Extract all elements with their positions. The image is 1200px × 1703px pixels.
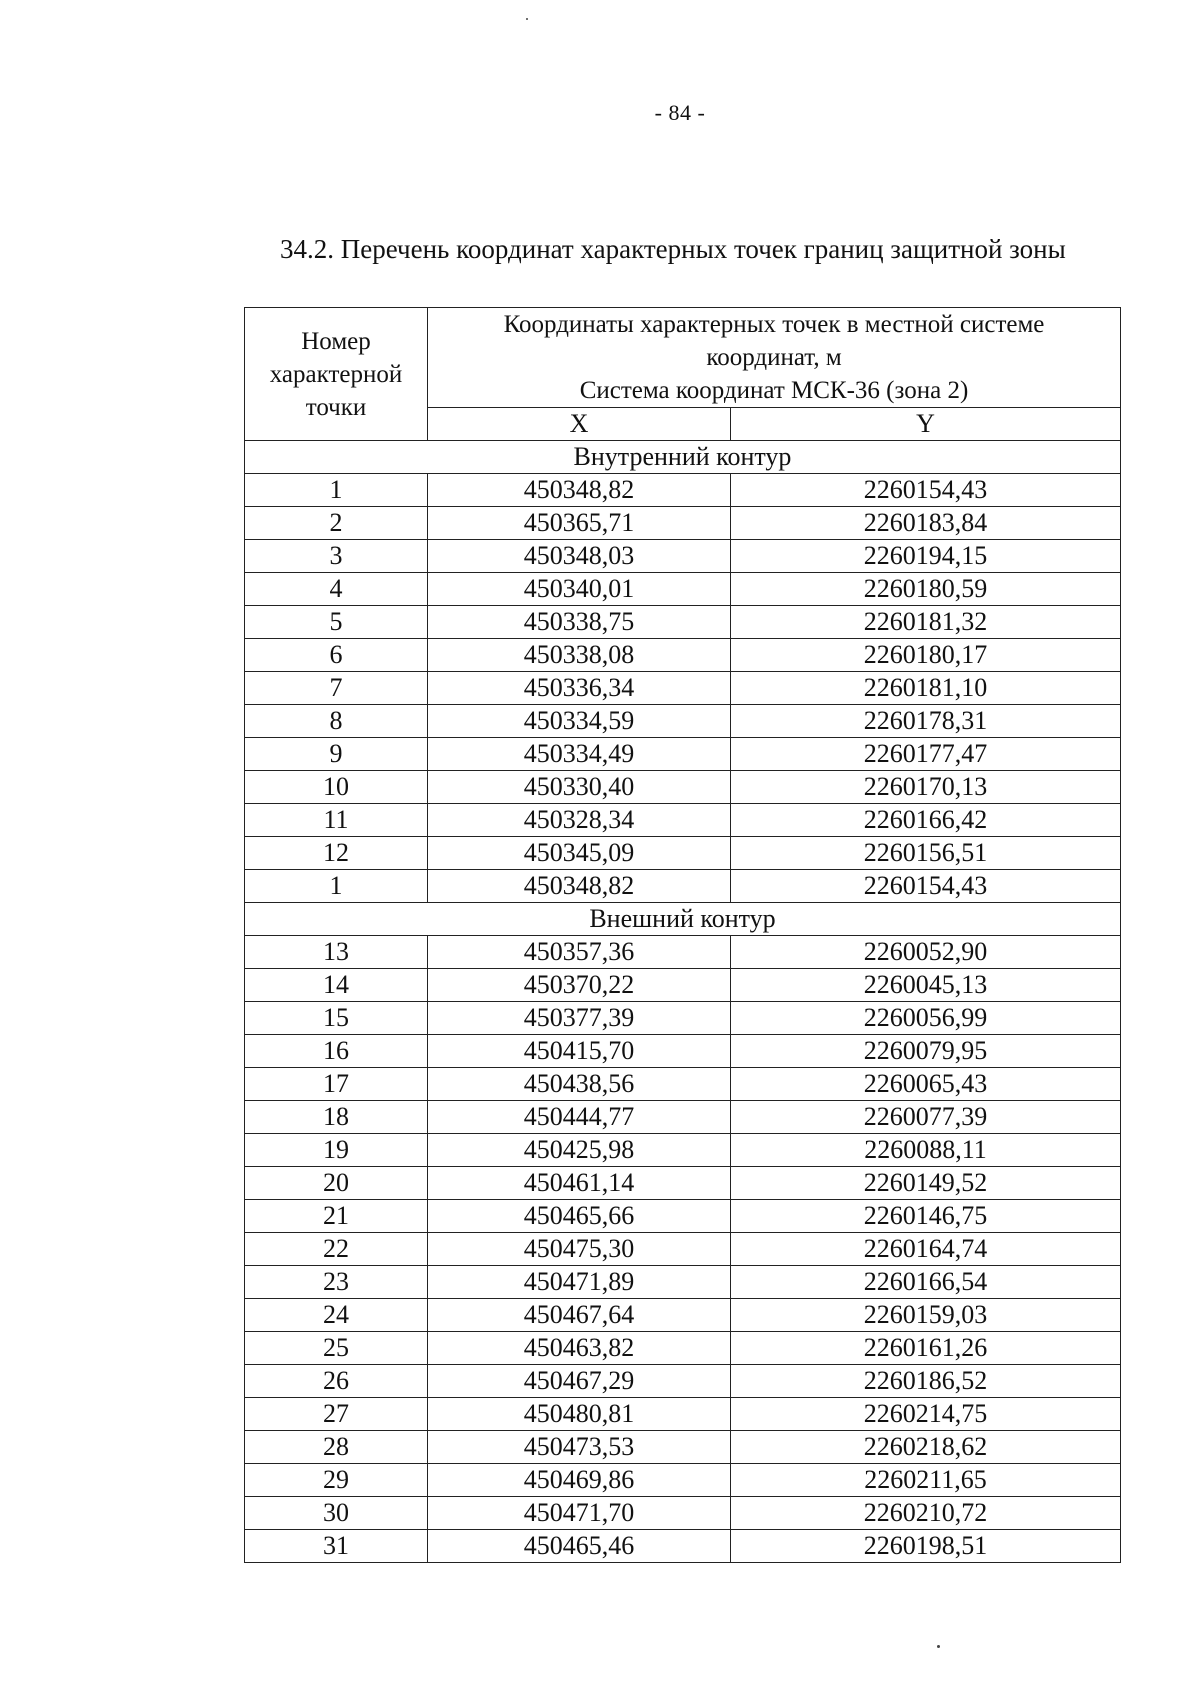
y-coordinate-cell: 2260186,52 bbox=[731, 1365, 1121, 1398]
y-coordinate-cell: 2260065,43 bbox=[731, 1068, 1121, 1101]
x-coordinate-cell: 450348,82 bbox=[428, 474, 731, 507]
y-coordinate-cell: 2260194,15 bbox=[731, 540, 1121, 573]
point-number-cell: 19 bbox=[245, 1134, 428, 1167]
point-number-cell: 16 bbox=[245, 1035, 428, 1068]
x-coordinate-cell: 450334,49 bbox=[428, 738, 731, 771]
table-row bbox=[245, 1134, 1121, 1167]
table-row bbox=[245, 606, 1121, 639]
table-row bbox=[245, 771, 1121, 804]
header-coordinates-line3: Система координат МСК-36 (зона 2) bbox=[579, 377, 969, 404]
table-row bbox=[245, 1332, 1121, 1365]
y-coordinate-cell: 2260156,51 bbox=[731, 837, 1121, 870]
section-title-cell: Внешний контур bbox=[245, 903, 1121, 936]
table-row bbox=[245, 1464, 1121, 1497]
table-row bbox=[245, 540, 1121, 573]
point-number-cell: 17 bbox=[245, 1068, 428, 1101]
y-coordinate-cell: 2260180,59 bbox=[731, 573, 1121, 606]
header-point-number: Номер характерной точки bbox=[245, 308, 428, 441]
table-row bbox=[245, 936, 1121, 969]
x-coordinate-cell: 450415,70 bbox=[428, 1035, 731, 1068]
point-number-cell: 1 bbox=[245, 870, 428, 903]
table-row bbox=[245, 1167, 1121, 1200]
x-coordinate-cell: 450348,03 bbox=[428, 540, 731, 573]
x-coordinate-cell: 450334,59 bbox=[428, 705, 731, 738]
x-coordinate-cell: 450461,14 bbox=[428, 1167, 731, 1200]
page-number: - 84 - bbox=[654, 100, 706, 125]
x-coordinate-cell: 450471,70 bbox=[428, 1497, 731, 1530]
table-row bbox=[245, 1002, 1121, 1035]
table-row bbox=[245, 1035, 1121, 1068]
point-number-cell: 12 bbox=[245, 837, 428, 870]
y-coordinate-cell: 2260178,31 bbox=[731, 705, 1121, 738]
point-number-cell: 26 bbox=[245, 1365, 428, 1398]
point-number-cell: 29 bbox=[245, 1464, 428, 1497]
coordinates-table bbox=[244, 307, 1121, 1563]
x-coordinate-cell: 450425,98 bbox=[428, 1134, 731, 1167]
point-number-cell: 7 bbox=[245, 672, 428, 705]
y-coordinate-cell: 2260159,03 bbox=[731, 1299, 1121, 1332]
header-col-y: Y bbox=[731, 408, 1121, 441]
point-number-cell: 23 bbox=[245, 1266, 428, 1299]
y-coordinate-cell: 2260177,47 bbox=[731, 738, 1121, 771]
table-header-row bbox=[245, 308, 1121, 408]
y-coordinate-cell: 2260183,84 bbox=[731, 507, 1121, 540]
y-coordinate-cell: 2260181,10 bbox=[731, 672, 1121, 705]
table-row bbox=[245, 507, 1121, 540]
point-number-cell: 2 bbox=[245, 507, 428, 540]
point-number-cell: 30 bbox=[245, 1497, 428, 1530]
y-coordinate-cell: 2260170,13 bbox=[731, 771, 1121, 804]
x-coordinate-cell: 450469,86 bbox=[428, 1464, 731, 1497]
y-coordinate-cell: 2260180,17 bbox=[731, 639, 1121, 672]
point-number-cell: 13 bbox=[245, 936, 428, 969]
table-row bbox=[245, 1398, 1121, 1431]
point-number-cell: 18 bbox=[245, 1101, 428, 1134]
point-number-cell: 1 bbox=[245, 474, 428, 507]
point-number-cell: 8 bbox=[245, 705, 428, 738]
y-coordinate-cell: 2260198,51 bbox=[731, 1530, 1121, 1563]
point-number-cell: 14 bbox=[245, 969, 428, 1002]
table-row bbox=[245, 1530, 1121, 1563]
point-number-cell: 28 bbox=[245, 1431, 428, 1464]
y-coordinate-cell: 2260146,75 bbox=[731, 1200, 1121, 1233]
y-coordinate-cell: 2260149,52 bbox=[731, 1167, 1121, 1200]
y-coordinate-cell: 2260210,72 bbox=[731, 1497, 1121, 1530]
x-coordinate-cell: 450338,08 bbox=[428, 639, 731, 672]
x-coordinate-cell: 450467,64 bbox=[428, 1299, 731, 1332]
y-coordinate-cell: 2260056,99 bbox=[731, 1002, 1121, 1035]
point-number-cell: 21 bbox=[245, 1200, 428, 1233]
point-number-cell: 25 bbox=[245, 1332, 428, 1365]
x-coordinate-cell: 450328,34 bbox=[428, 804, 731, 837]
point-number-cell: 31 bbox=[245, 1530, 428, 1563]
header-coordinates bbox=[428, 308, 1121, 408]
x-coordinate-cell: 450357,36 bbox=[428, 936, 731, 969]
x-coordinate-cell: 450444,77 bbox=[428, 1101, 731, 1134]
table-row bbox=[245, 1497, 1121, 1530]
point-number-cell: 6 bbox=[245, 639, 428, 672]
x-coordinate-cell: 450365,71 bbox=[428, 507, 731, 540]
point-number-cell: 27 bbox=[245, 1398, 428, 1431]
y-coordinate-cell: 2260166,42 bbox=[731, 804, 1121, 837]
x-coordinate-cell: 450330,40 bbox=[428, 771, 731, 804]
point-number-cell: 4 bbox=[245, 573, 428, 606]
x-coordinate-cell: 450438,56 bbox=[428, 1068, 731, 1101]
section-title: 34.2. Перечень координат характерных точек границ защитной зоны bbox=[280, 234, 1066, 264]
x-coordinate-cell: 450480,81 bbox=[428, 1398, 731, 1431]
x-coordinate-cell: 450345,09 bbox=[428, 837, 731, 870]
x-coordinate-cell: 450336,34 bbox=[428, 672, 731, 705]
table-row bbox=[245, 1299, 1121, 1332]
y-coordinate-cell: 2260079,95 bbox=[731, 1035, 1121, 1068]
table-row bbox=[245, 639, 1121, 672]
point-number-cell: 20 bbox=[245, 1167, 428, 1200]
table-row bbox=[245, 1431, 1121, 1464]
point-number-cell: 3 bbox=[245, 540, 428, 573]
table-row bbox=[245, 474, 1121, 507]
x-coordinate-cell: 450473,53 bbox=[428, 1431, 731, 1464]
table-row bbox=[245, 705, 1121, 738]
x-coordinate-cell: 450463,82 bbox=[428, 1332, 731, 1365]
y-coordinate-cell: 2260052,90 bbox=[731, 936, 1121, 969]
point-number-cell: 10 bbox=[245, 771, 428, 804]
table-row bbox=[245, 1200, 1121, 1233]
section-header-row bbox=[245, 441, 1121, 474]
y-coordinate-cell: 2260181,32 bbox=[731, 606, 1121, 639]
section-title-cell: Внутренний контур bbox=[245, 441, 1121, 474]
table-row bbox=[245, 738, 1121, 771]
table-row bbox=[245, 804, 1121, 837]
x-coordinate-cell: 450377,39 bbox=[428, 1002, 731, 1035]
point-number-cell: 5 bbox=[245, 606, 428, 639]
y-coordinate-cell: 2260211,65 bbox=[731, 1464, 1121, 1497]
coordinates-table-body bbox=[245, 308, 1121, 1563]
header-coordinates-line1: Координаты характерных точек в местной системе bbox=[503, 311, 1045, 338]
table-row bbox=[245, 573, 1121, 606]
y-coordinate-cell: 2260088,11 bbox=[731, 1134, 1121, 1167]
table-row bbox=[245, 1101, 1121, 1134]
section-header-row bbox=[245, 903, 1121, 936]
point-number-cell: 24 bbox=[245, 1299, 428, 1332]
x-coordinate-cell: 450338,75 bbox=[428, 606, 731, 639]
table-row bbox=[245, 1266, 1121, 1299]
table-row bbox=[245, 1365, 1121, 1398]
x-coordinate-cell: 450475,30 bbox=[428, 1233, 731, 1266]
y-coordinate-cell: 2260166,54 bbox=[731, 1266, 1121, 1299]
x-coordinate-cell: 450471,89 bbox=[428, 1266, 731, 1299]
point-number-cell: 9 bbox=[245, 738, 428, 771]
scan-speck bbox=[526, 18, 528, 20]
y-coordinate-cell: 2260154,43 bbox=[731, 474, 1121, 507]
point-number-cell: 11 bbox=[245, 804, 428, 837]
table-row bbox=[245, 837, 1121, 870]
x-coordinate-cell: 450370,22 bbox=[428, 969, 731, 1002]
y-coordinate-cell: 2260214,75 bbox=[731, 1398, 1121, 1431]
y-coordinate-cell: 2260218,62 bbox=[731, 1431, 1121, 1464]
x-coordinate-cell: 450465,46 bbox=[428, 1530, 731, 1563]
table-row bbox=[245, 1233, 1121, 1266]
header-coordinates-line2: координат, м bbox=[706, 344, 842, 371]
y-coordinate-cell: 2260045,13 bbox=[731, 969, 1121, 1002]
x-coordinate-cell: 450467,29 bbox=[428, 1365, 731, 1398]
point-number-cell: 15 bbox=[245, 1002, 428, 1035]
table-row bbox=[245, 672, 1121, 705]
table-row bbox=[245, 1068, 1121, 1101]
y-coordinate-cell: 2260154,43 bbox=[731, 870, 1121, 903]
x-coordinate-cell: 450465,66 bbox=[428, 1200, 731, 1233]
x-coordinate-cell: 450348,82 bbox=[428, 870, 731, 903]
y-coordinate-cell: 2260077,39 bbox=[731, 1101, 1121, 1134]
scan-speck bbox=[937, 1645, 940, 1648]
table-row bbox=[245, 969, 1121, 1002]
y-coordinate-cell: 2260161,26 bbox=[731, 1332, 1121, 1365]
x-coordinate-cell: 450340,01 bbox=[428, 573, 731, 606]
table-row bbox=[245, 870, 1121, 903]
point-number-cell: 22 bbox=[245, 1233, 428, 1266]
header-col-x: X bbox=[428, 408, 731, 441]
y-coordinate-cell: 2260164,74 bbox=[731, 1233, 1121, 1266]
